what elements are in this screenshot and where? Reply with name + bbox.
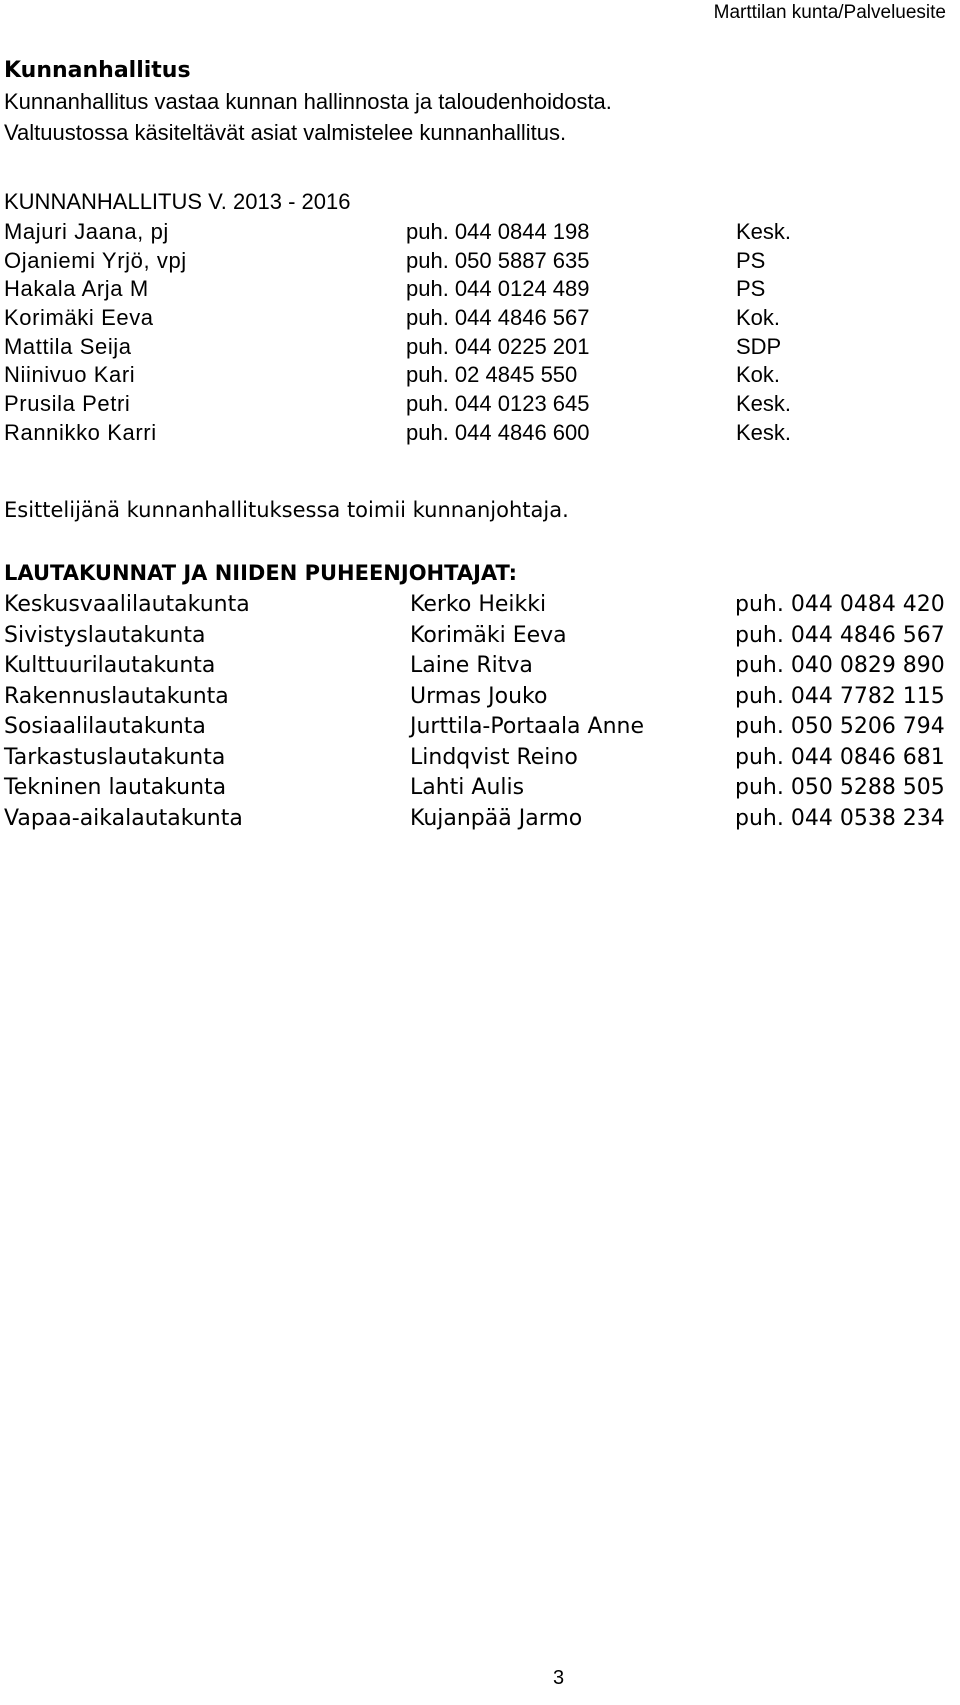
board-phone: puh. 044 4846 567 (735, 622, 945, 648)
member-phone: puh. 044 0123 645 (406, 391, 590, 417)
board-phone: puh. 044 7782 115 (735, 683, 945, 709)
member-party: Kok. (736, 305, 781, 331)
board-name: Tarkastuslautakunta (4, 744, 226, 770)
member-party: Kesk. (736, 419, 792, 445)
member-phone: puh. 044 0225 201 (406, 333, 590, 359)
board-chair: Jurttila-Portaala Anne (410, 714, 645, 739)
member-name: Ojaniemi Yrjö, vpj (4, 247, 187, 273)
member-name: Rannikko Karri (4, 419, 157, 445)
board-chair: Urmas Jouko (410, 683, 548, 709)
board-phone: puh. 044 0846 681 (735, 744, 945, 770)
board-phone: puh. 040 0829 890 (735, 653, 945, 678)
board-name: Tekninen lautakunta (4, 775, 227, 800)
member-name: Mattila Seija (4, 333, 132, 359)
board-chair: Kerko Heikki (410, 592, 547, 617)
member-party: PS (736, 247, 766, 273)
board-chair: Korimäki Eeva (410, 622, 567, 648)
board-phone: puh. 044 0538 234 (735, 805, 945, 831)
member-phone: puh. 050 5887 635 (406, 247, 590, 273)
member-party: SDP (736, 333, 782, 359)
kunnanhallitus-term-title: KUNNANHALLITUS V. 2013 - 2016 (4, 189, 351, 214)
board-chair: Laine Ritva (410, 653, 533, 678)
board-name: Sosiaalilautakunta (4, 714, 206, 739)
section-title-lautakunnat: LAUTAKUNNAT JA NIIDEN PUHEENJOHTAJAT: (4, 561, 518, 585)
member-name: Niinivuo Kari (4, 362, 136, 388)
kunnanhallitus-description (4, 86, 612, 148)
member-phone: puh. 044 0844 198 (406, 219, 590, 244)
member-name: Korimäki Eeva (4, 305, 154, 331)
member-phone: puh. 02 4845 550 (406, 362, 578, 388)
member-phone: puh. 044 4846 567 (406, 305, 590, 331)
member-party: Kesk. (736, 391, 792, 417)
page-header: Marttilan kunta/Palveluesite (713, 2, 946, 23)
page-number: 3 (553, 1667, 565, 1689)
board-name: Keskusvaalilautakunta (4, 592, 250, 617)
board-phone: puh. 050 5206 794 (735, 714, 945, 739)
member-phone: puh. 044 0124 489 (406, 276, 590, 302)
presenter-note: Esittelijänä kunnanhallituksessa toimii kunnanjohtaja. (4, 498, 569, 522)
member-party: Kok. (736, 362, 781, 388)
section-title-kunnanhallitus: Kunnanhallitus (4, 58, 191, 83)
description-line: Kunnanhallitus vastaa kunnan hallinnosta ja taloudenhoidosta. (4, 89, 612, 114)
board-name: Vapaa-aikalautakunta (4, 805, 243, 831)
description-line: Valtuustossa käsiteltävät asiat valmistelee kunnanhallitus. (4, 120, 567, 145)
board-name: Rakennuslautakunta (4, 683, 229, 709)
member-party: Kesk. (736, 219, 792, 244)
member-name: Prusila Petri (4, 391, 131, 417)
board-name: Kulttuurilautakunta (4, 653, 216, 678)
member-name: Hakala Arja M (4, 276, 149, 302)
board-name: Sivistyslautakunta (4, 622, 206, 648)
board-phone: puh. 044 0484 420 (735, 592, 945, 617)
member-phone: puh. 044 4846 600 (406, 419, 590, 445)
member-name: Majuri Jaana, pj (4, 219, 169, 244)
board-chair: Kujanpää Jarmo (410, 805, 583, 831)
board-phone: puh. 050 5288 505 (735, 775, 945, 800)
board-chair: Lahti Aulis (410, 775, 525, 800)
member-party: PS (736, 276, 766, 302)
board-chair: Lindqvist Reino (410, 744, 578, 770)
